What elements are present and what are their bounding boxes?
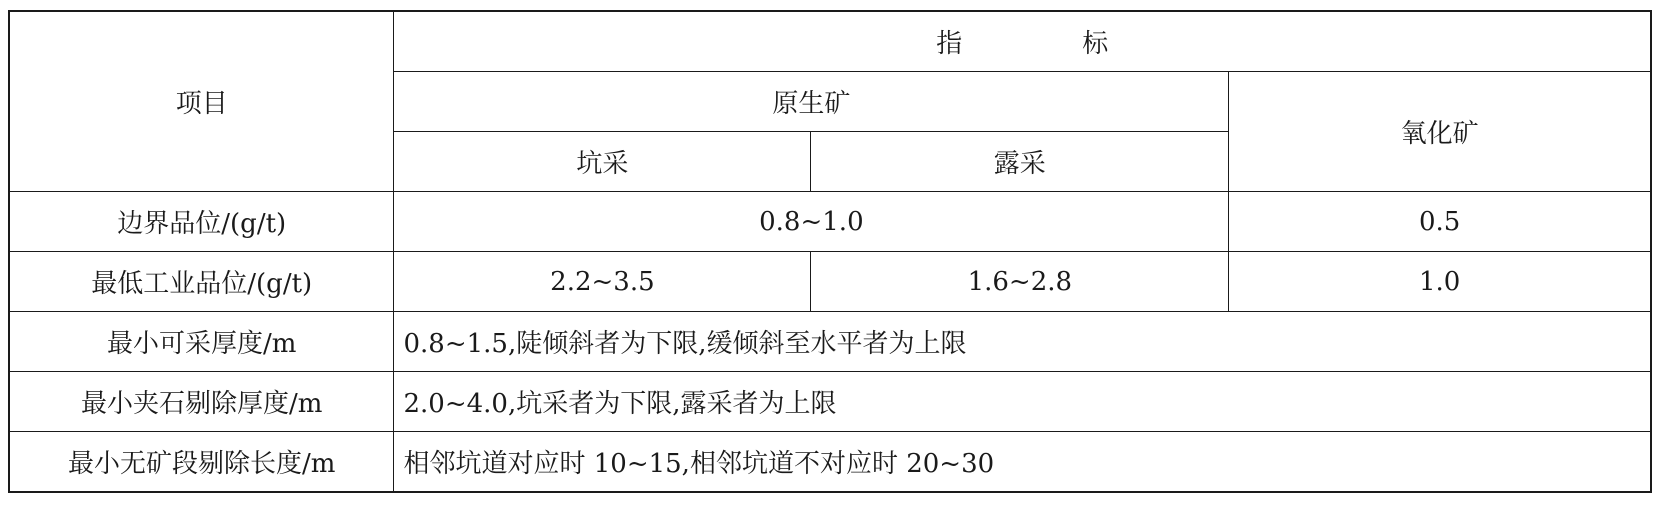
header-indicator: [394, 11, 1651, 72]
cell-oxidized: 0.5: [1229, 192, 1651, 252]
table-row: [9, 312, 1651, 372]
header-underground: 坑采: [394, 132, 811, 192]
header-item: 项目: [9, 11, 394, 192]
cell-underground: 2.2~3.5: [394, 252, 811, 312]
table-row: [9, 432, 1651, 493]
header-oxidized-ore: 氧化矿: [1229, 72, 1651, 192]
header-open-pit: 露采: [811, 132, 1229, 192]
cell-oxidized: 1.0: [1229, 252, 1651, 312]
cell-open-pit: 1.6~2.8: [811, 252, 1229, 312]
row-label: 最小夹石剔除厚度/m: [9, 372, 394, 432]
cell-primary-merged: 0.8~1.0: [394, 192, 1229, 252]
header-primary-ore: 原生矿: [394, 72, 1229, 132]
table-row: [9, 372, 1651, 432]
row-label: 最小可采厚度/m: [9, 312, 394, 372]
table-row: [9, 192, 1651, 252]
row-label: 最低工业品位/(g/t): [9, 252, 394, 312]
cell-description: 2.0~4.0,坑采者为下限,露采者为上限: [394, 372, 1651, 432]
table-row: [9, 252, 1651, 312]
header-indicator-left: 指: [936, 29, 963, 59]
cell-description: 0.8~1.5,陡倾斜者为下限,缓倾斜至水平者为上限: [394, 312, 1651, 372]
header-indicator-right: 标: [1082, 29, 1109, 59]
indicator-table: [8, 10, 1652, 493]
row-label: 最小无矿段剔除长度/m: [9, 432, 394, 493]
row-label: 边界品位/(g/t): [9, 192, 394, 252]
table-header-row: [9, 11, 1651, 72]
cell-description: 相邻坑道对应时 10~15,相邻坑道不对应时 20~30: [394, 432, 1651, 493]
